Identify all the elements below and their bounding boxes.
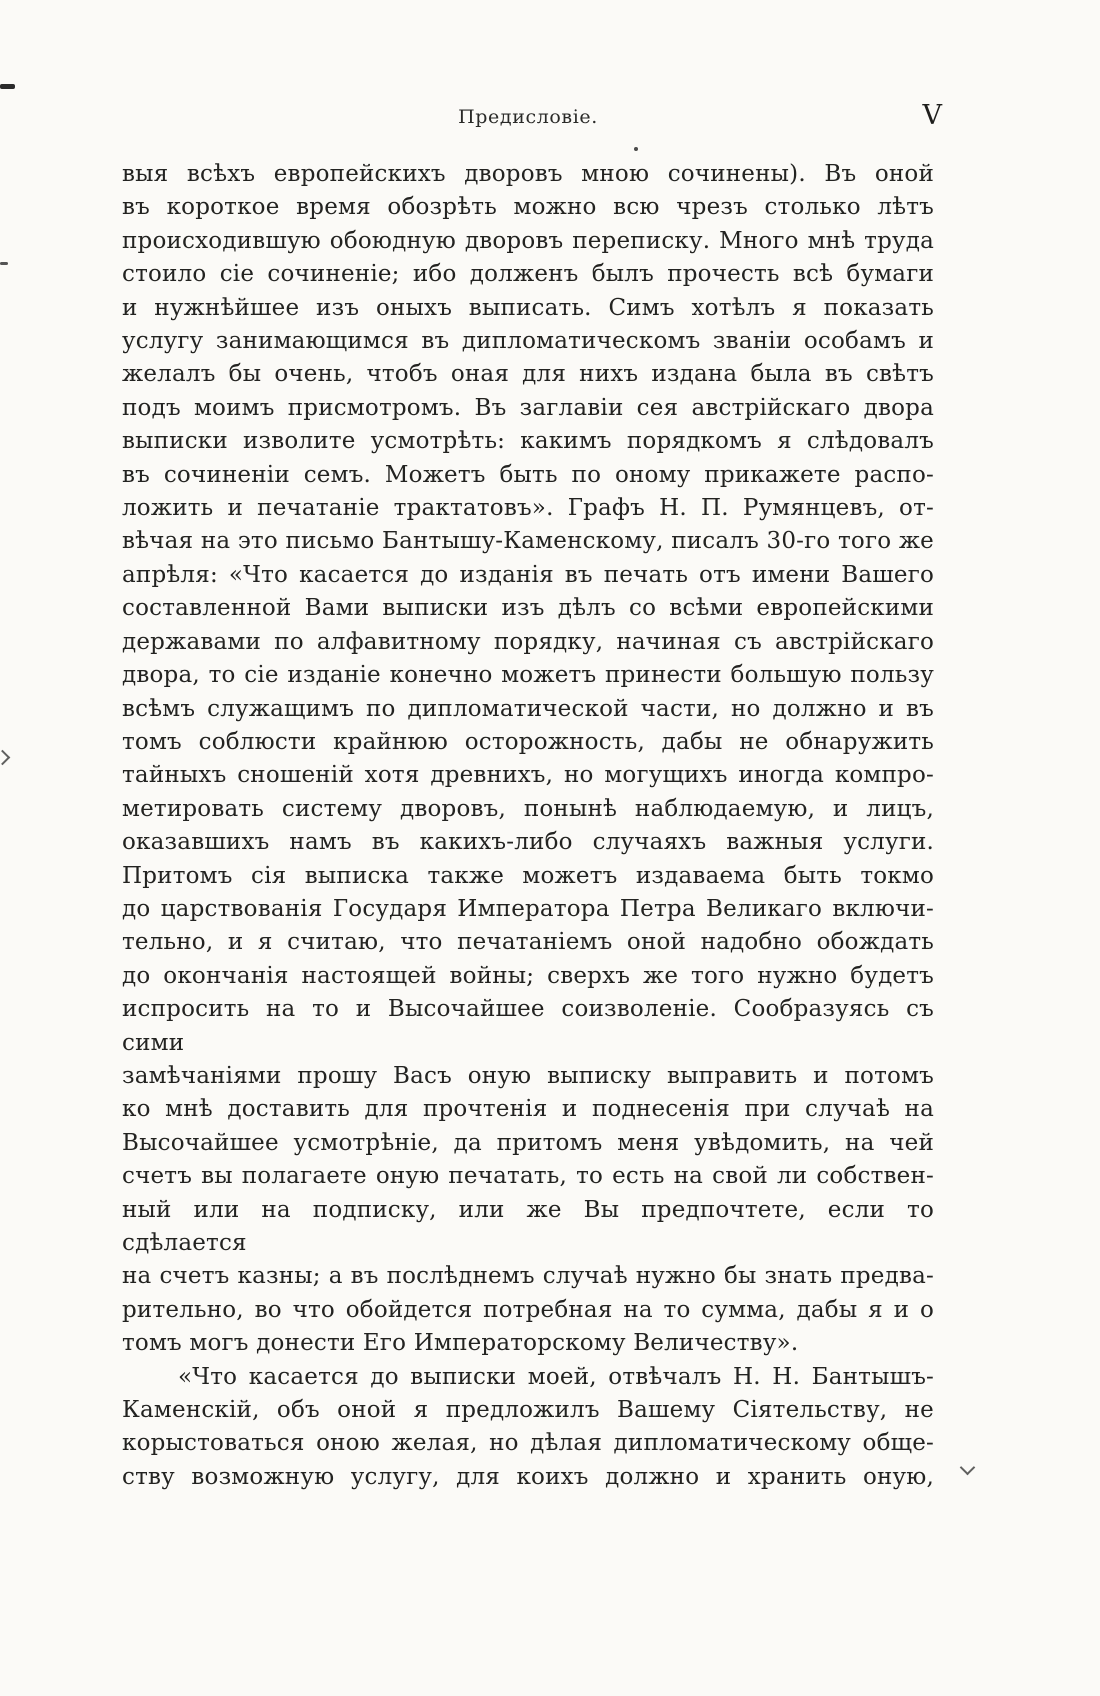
text-line: выписки изволите усмотрѣть: какимъ порядкомъ я слѣдовалъ: [122, 428, 934, 455]
text-line: Каменскій, объ оной я предложилъ Вашему Сіятельству, не: [122, 1397, 934, 1424]
text-line: тайныхъ сношеній хотя древнихъ, но могущихъ иногда компро-: [122, 762, 934, 789]
text-line: испросить на то и Высочайшее соизволеніе. Сообразуясь съ сими: [122, 996, 934, 1056]
page-number: V: [922, 100, 942, 131]
text-line: двора, то сіе изданіе конечно можетъ принести большую пользу: [122, 662, 934, 689]
scan-artifact: [960, 1460, 976, 1476]
text-line: ный или на подписку, или же Вы предпочтете, если то сдѣлается: [122, 1196, 934, 1256]
text-line: въ сочиненіи семъ. Можетъ быть по оному прикажете распо-: [122, 461, 934, 488]
text-line: апрѣля: «Что касается до изданія въ печать отъ имени Вашего: [122, 561, 934, 588]
text-line: ству возможную услугу, для коихъ должно и хранить оную,: [122, 1463, 934, 1490]
text-line: «Что касается до выписки моей, отвѣчалъ Н. Н. Бантышъ-: [178, 1363, 934, 1390]
text-line: томъ соблюсти крайнюю осторожность, дабы не обнаружить: [122, 728, 934, 755]
text-line: до окончанія настоящей войны; сверхъ же того нужно будетъ: [122, 962, 934, 989]
text-line: желалъ бы очень, чтобъ оная для нихъ издана была въ свѣтъ: [122, 361, 934, 388]
text-block: [122, 100, 942, 1494]
paragraph-continuation: [122, 158, 934, 1361]
paragraph: [122, 1361, 934, 1495]
text-line: выя всѣхъ европейскихъ дворовъ мною сочинены). Въ оной: [122, 161, 934, 187]
scan-artifact: [0, 750, 10, 766]
page-header: [122, 100, 942, 142]
text-line: составленной Вами выписки изъ дѣлъ со всѣми европейскими: [122, 595, 934, 622]
text-line: оказавшихъ намъ въ какихъ-либо случаяхъ важныя услуги.: [122, 829, 934, 856]
text-line: на счетъ казны; а въ послѣднемъ случаѣ нужно бы знать предва-: [122, 1263, 934, 1290]
text-line: подъ моимъ присмотромъ. Въ заглавіи сея австрійскаго двора: [122, 394, 934, 421]
text-line: державами по алфавитному порядку, начиная съ австрійскаго: [122, 628, 934, 655]
text-line: ко мнѣ доставить для прочтенія и поднесенія при случаѣ на: [122, 1096, 934, 1123]
text-line: рительно, во что обойдется потребная на то сумма, дабы я и о: [122, 1296, 934, 1323]
text-line: вѣчая на это письмо Бантышу-Каменскому, писалъ 30-го того же: [122, 528, 934, 555]
text-line: Притомъ сія выписка также можетъ издаваема быть токмо: [122, 862, 934, 889]
scan-artifact: [0, 262, 8, 265]
text-line: въ короткое время обозрѣть можно всю чрезъ столько лѣтъ: [122, 194, 934, 221]
text-line: услугу занимающимся въ дипломатическомъ званіи особамъ и: [122, 328, 934, 355]
text-line: Высочайшее усмотрѣніе, да притомъ меня увѣдомить, на чей: [122, 1129, 934, 1156]
text-line: замѣчаніями прошу Васъ оную выписку выправить и потомъ: [122, 1062, 934, 1089]
text-line: и нужнѣйшее изъ оныхъ выписать. Симъ хотѣлъ я показать: [122, 294, 934, 321]
text-line: корыстоваться оною желая, но дѣлая дипломатическому обще-: [122, 1430, 934, 1457]
page-body: [122, 158, 934, 1494]
text-line: томъ могъ донести Его Императорскому Величеству».: [122, 1330, 799, 1357]
text-line: стоило сіе сочиненіе; ибо долженъ былъ прочесть всѣ бумаги: [122, 261, 934, 288]
text-line: происходившую обоюдную дворовъ переписку. Много мнѣ труда: [122, 227, 934, 254]
text-line: тельно, и я считаю, что печатаніемъ оной надобно обождать: [122, 929, 934, 956]
text-line: счетъ вы полагаете оную печатать, то есть на свой ли собствен-: [122, 1163, 934, 1190]
running-title: Предисловіе.: [458, 106, 598, 128]
scan-artifact: [0, 84, 15, 89]
text-line: до царствованія Государя Императора Петра Великаго включи-: [122, 895, 934, 922]
text-line: метировать систему дворовъ, понынѣ наблюдаемую, и лицъ,: [122, 795, 934, 822]
text-line: всѣмъ служащимъ по дипломатической части, но должно и въ: [122, 695, 934, 722]
text-line: ложить и печатаніе трактатовъ». Графъ Н. П. Румянцевъ, от-: [122, 495, 934, 522]
